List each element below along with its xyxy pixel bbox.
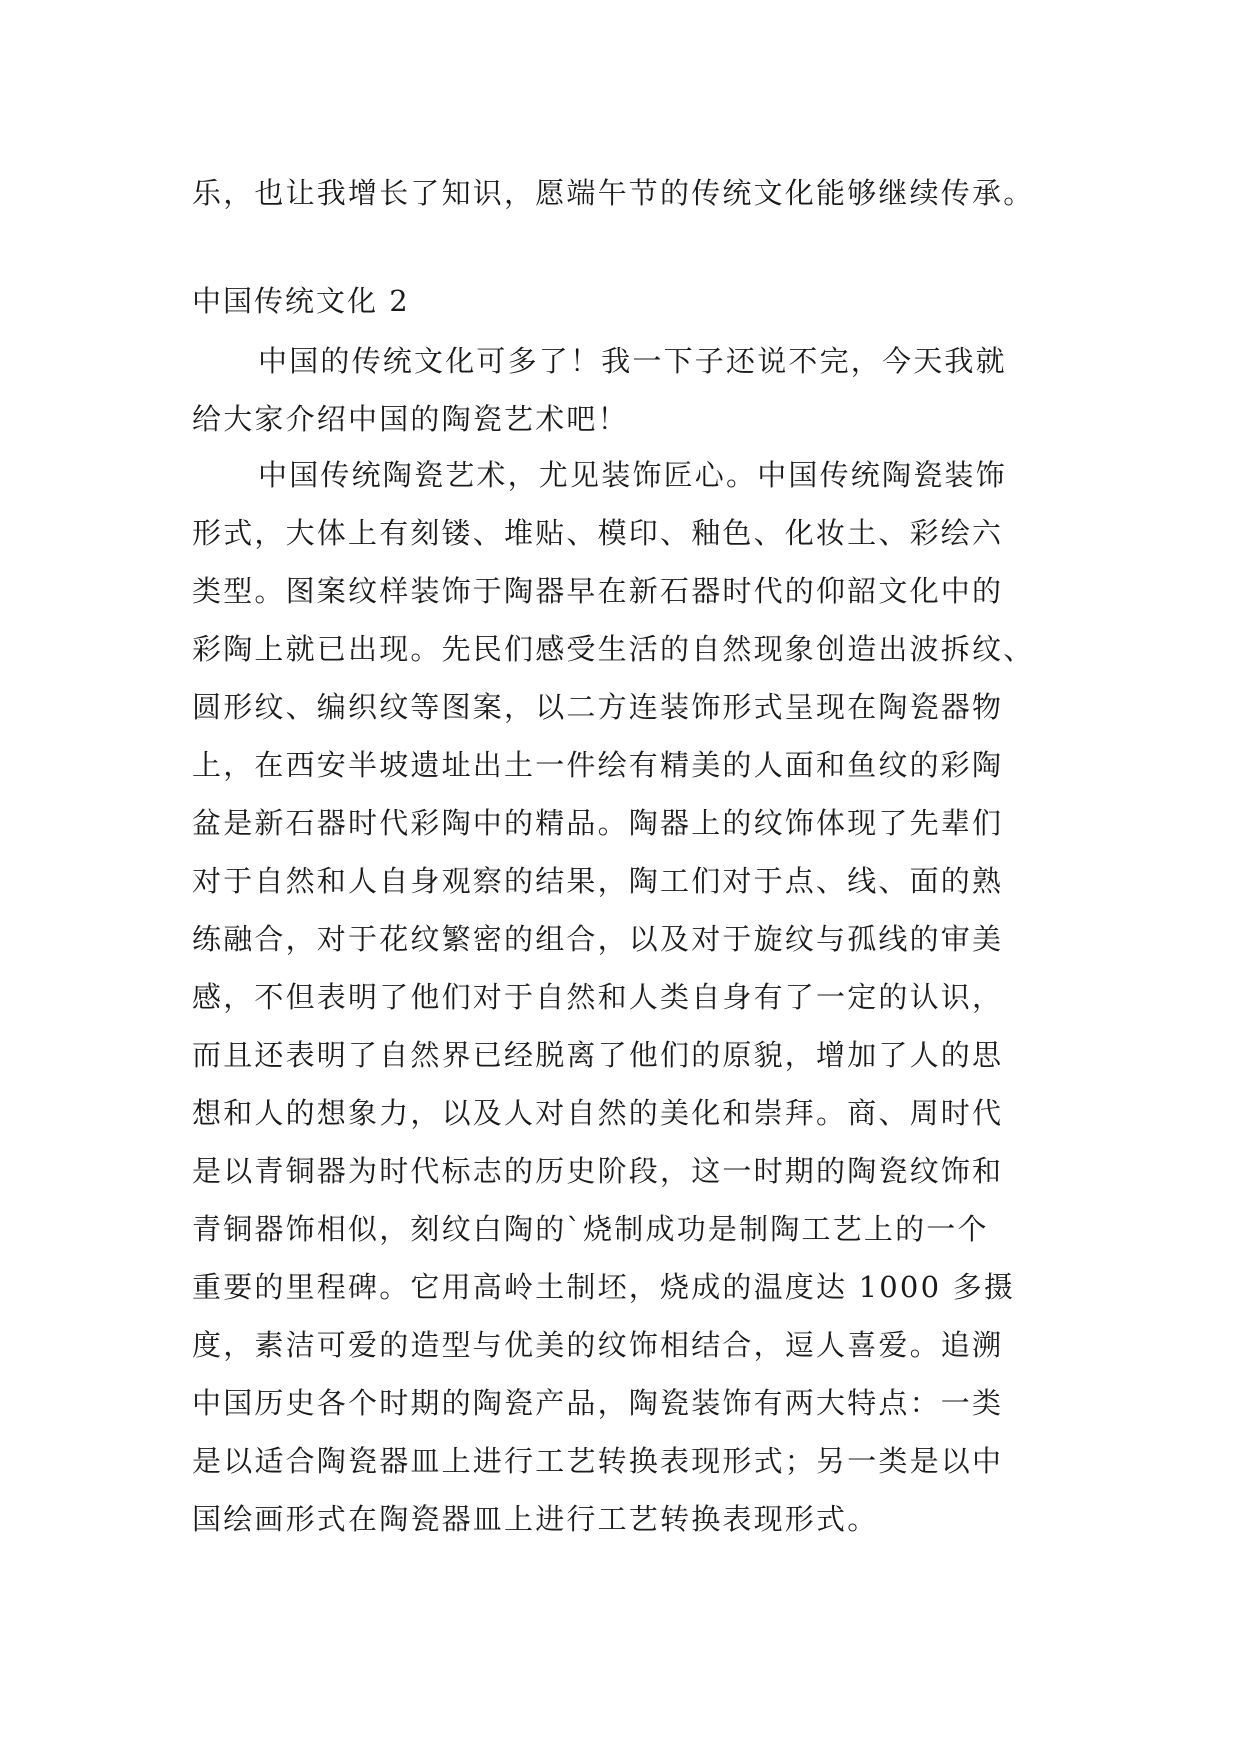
text-line: 是以适合陶瓷器皿上进行工艺转换表现形式；另一类是以中 <box>192 1444 1004 1478</box>
text-line: 类型。图案纹样装饰于陶器早在新石器时代的仰韶文化中的 <box>192 574 1004 608</box>
text-line: 盆是新石器时代彩陶中的精品。陶器上的纹饰体现了先辈们 <box>192 806 1004 840</box>
text-line: 国绘画形式在陶瓷器皿上进行工艺转换表现形式。 <box>192 1502 879 1536</box>
text-line: 练融合，对于花纹繁密的组合，以及对于旋纹与孤线的审美 <box>192 922 1004 956</box>
text-line: 圆形纹、编织纹等图案，以二方连装饰形式呈现在陶瓷器物 <box>192 690 1004 724</box>
text-line: 彩陶上就已出现。先民们感受生活的自然现象创造出波拆纹、 <box>192 632 1035 666</box>
text-line: 重要的里程碑。它用高岭土制坯，烧成的温度达 1000 多摄 <box>192 1270 1016 1304</box>
text-line: 感，不但表明了他们对于自然和人类自身有了一定的认识， <box>192 980 1004 1014</box>
text-line: 对于自然和人自身观察的结果，陶工们对于点、线、面的熟 <box>192 864 1004 898</box>
text-line: 中国传统陶瓷艺术，尤见装饰匠心。中国传统陶瓷装饰 <box>258 458 1007 492</box>
text-line: 而且还表明了自然界已经脱离了他们的原貌，增加了人的思 <box>192 1038 1004 1072</box>
text-line: 上，在西安半坡遗址出土一件绘有精美的人面和鱼纹的彩陶 <box>192 748 1004 782</box>
text-line: 中国的传统文化可多了！我一下子还说不完，今天我就 <box>258 344 1007 378</box>
text-line: 中国历史各个时期的陶瓷产品，陶瓷装饰有两大特点：一类 <box>192 1386 1004 1420</box>
text-line: 乐，也让我增长了知识，愿端午节的传统文化能够继续传承。 <box>192 176 1035 210</box>
section-title: 中国传统文化 2 <box>192 284 410 318</box>
previous-paragraph <box>192 164 1052 222</box>
text-line: 度，素洁可爱的造型与优美的纹饰相结合，逗人喜爱。追溯 <box>192 1328 1004 1362</box>
text-line: 形式，大体上有刻镂、堆贴、模印、釉色、化妆土、彩绘六 <box>192 516 1004 550</box>
paragraph-intro <box>192 332 1052 448</box>
text-line: 给大家介绍中国的陶瓷艺术吧！ <box>192 402 629 436</box>
paragraph-ceramics <box>192 446 1052 1548</box>
text-line: 想和人的想象力，以及人对自然的美化和崇拜。商、周时代 <box>192 1096 1004 1130</box>
text-line: 青铜器饰相似，刻纹白陶的`烧制成功是制陶工艺上的一个 <box>192 1212 989 1246</box>
text-line: 是以青铜器为时代标志的历史阶段，这一时期的陶瓷纹饰和 <box>192 1154 1004 1188</box>
